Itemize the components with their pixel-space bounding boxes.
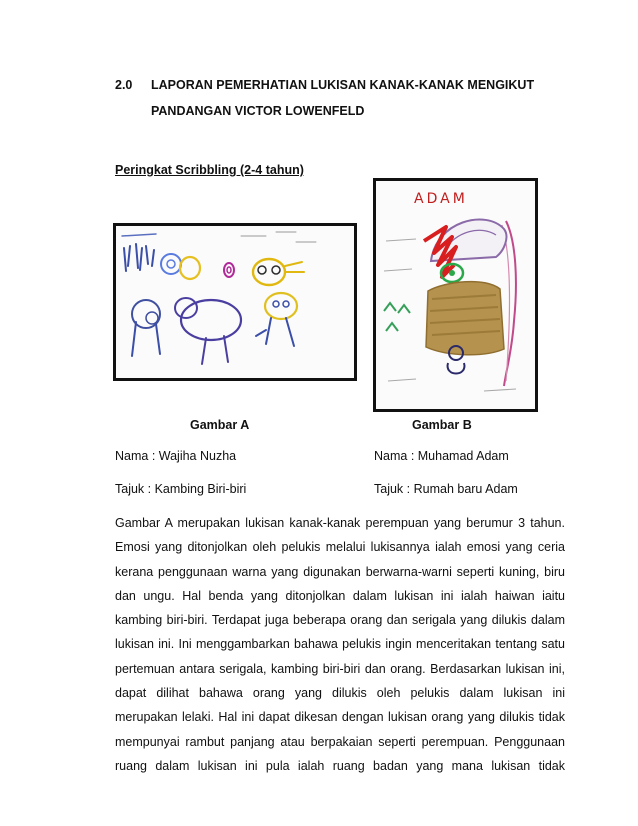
section-title-line-1: LAPORAN PEMERHATIAN LUKISAN KANAK-KANAK MENGIKUT	[151, 78, 535, 92]
paragraph-line: Emosi yang ditonjolkan oleh pelukis melalui lukisannya ialah emosi yang ceria	[115, 540, 565, 555]
drawing-b-title: Tajuk : Rumah baru Adam	[374, 482, 518, 496]
paragraph-line: dapat dilihat bahawa orang yang dilukis oleh pelukis dalam lukisan ini	[115, 686, 565, 701]
section-number: 2.0	[115, 78, 133, 92]
paragraph-line: kambing biri-biri. Terdapat juga beberapa orang dan serigala yang dilukis dalam	[115, 613, 565, 628]
paragraph-line: ruang dalam lukisan ini pula ialah ruang badan yang mana lukisan tidak	[115, 758, 565, 773]
drawing-a-title: Tajuk : Kambing Biri-biri	[115, 482, 247, 496]
subheading: Peringkat Scribbling (2-4 tahun)	[115, 163, 304, 177]
drawing-b-image	[373, 178, 538, 412]
paragraph-line: Gambar A merupakan lukisan kanak-kanak perempuan yang berumur 3 tahun.	[115, 516, 565, 530]
drawing-b-name-text: ADAM	[414, 191, 468, 207]
paragraph-line: pertemuan antara serigala, kambing biri-biri dan orang. Berdasarkan lukisan ini,	[115, 661, 565, 676]
paragraph-line: mempunyai rambut panjang atau berpakaian seperti perempuan. Penggunaan	[115, 734, 565, 749]
drawing-a-name: Nama : Wajiha Nuzha	[115, 449, 237, 463]
section-heading	[115, 72, 565, 124]
drawing-b-caption: Gambar B	[412, 418, 472, 432]
analysis-paragraph	[115, 511, 565, 778]
drawing-a-caption: Gambar A	[190, 418, 250, 432]
paragraph-line: dan ungu. Hal benda yang ditonjolkan dalam lukisan ini ialah haiwan iaitu	[115, 588, 565, 603]
drawing-a-image	[113, 223, 357, 381]
paragraph-line: kerana penggunaan warna yang digunakan berwarna-warni seperti kuning, biru	[115, 564, 565, 579]
drawing-b-scribble	[376, 181, 535, 409]
paragraph-line: merupakan lelaki. Hal ini dapat dikesan dengan lukisan orang yang dilukis tidak	[115, 710, 565, 725]
drawing-b-name: Nama : Muhamad Adam	[374, 449, 509, 463]
paragraph-line: lukisan ini. Ini menggambarkan bahawa pelukis ingin menceritakan tentang satu	[115, 637, 565, 652]
drawing-a-scribble	[116, 226, 354, 378]
section-title-line-2: PANDANGAN VICTOR LOWENFELD	[151, 104, 365, 118]
